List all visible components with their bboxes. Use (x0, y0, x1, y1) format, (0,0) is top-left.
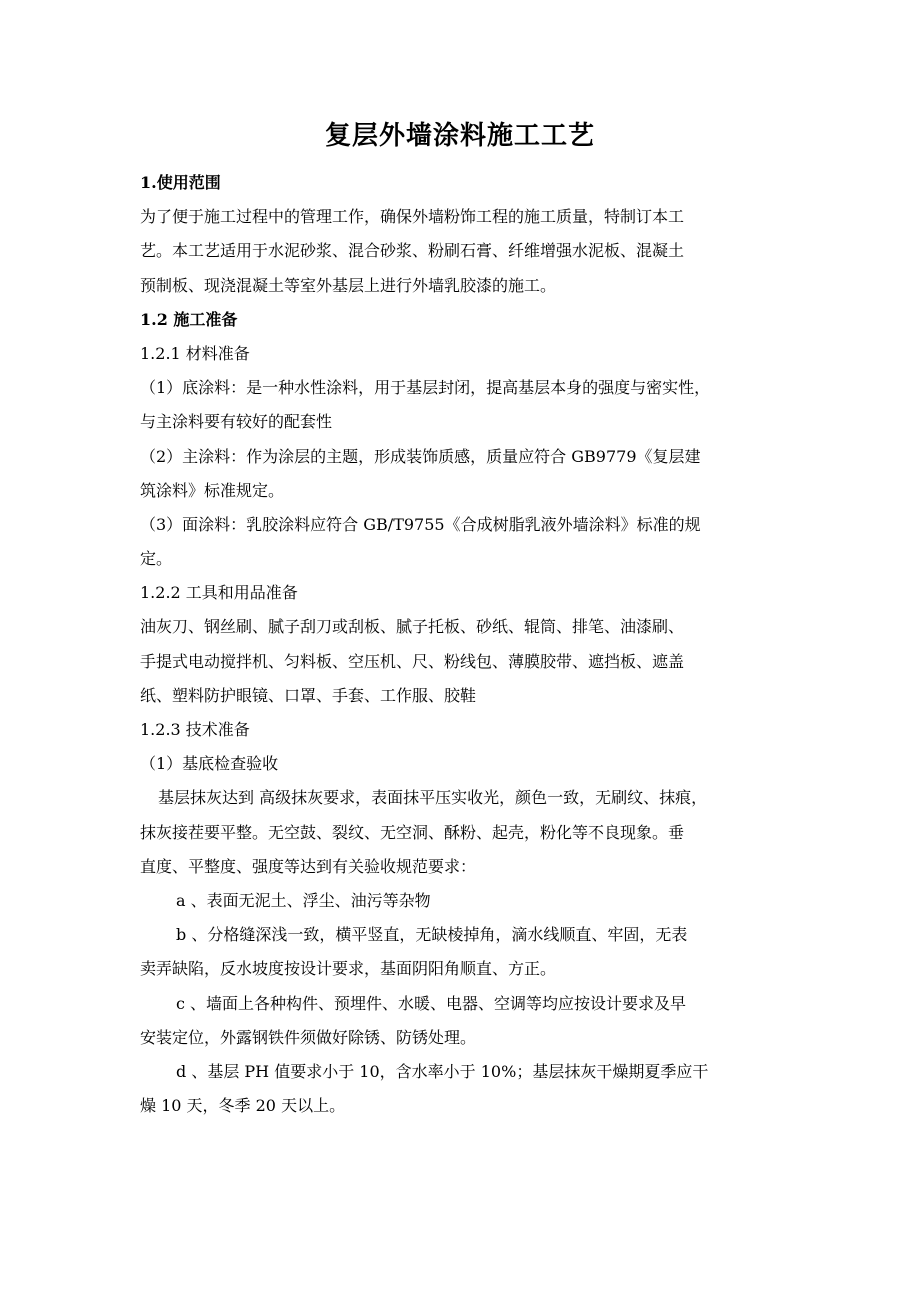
paragraph-line: 艺。本工艺适用于水泥砂浆、混合砂浆、粉刷石膏、纤维增强水泥板、混凝土 (140, 241, 685, 261)
paragraph-line: 燥 10 天，冬季 20 天以上。 (140, 1096, 346, 1116)
document-body (140, 166, 792, 1123)
paragraph-line: （2）主涂料：作为涂层的主题，形成装饰质感，质量应符合 GB9779《复层建 (140, 446, 701, 466)
paragraph-line: 与主涂料要有较好的配套性 (140, 412, 333, 432)
paragraph-line: 定。 (140, 549, 173, 569)
subsection-heading-materials: 1.2.1 材料准备 (140, 343, 250, 363)
paragraph-line: （3）面涂料：乳胶涂料应符合 GB/T9755《合成树脂乳液外墙涂料》标准的规 (140, 514, 701, 534)
list-item-c: c 、墙面上各种构件、预埋件、水暖、电器、空调等均应按设计要求及早 (176, 993, 687, 1013)
section-heading-preparation: 1.2 施工准备 (140, 309, 238, 329)
paragraph-line: 卖弄缺陷，反水坡度按设计要求，基面阴阳角顺直、方正。 (140, 959, 557, 979)
paragraph-line: （1）底涂料：是一种水性涂料，用于基层封闭，提高基层本身的强度与密实性， (140, 378, 711, 398)
list-item-a: a 、表面无泥土、浮尘、油污等杂物 (176, 890, 431, 910)
paragraph-line: 纸、塑料防护眼镜、口罩、手套、工作服、胶鞋 (140, 685, 477, 705)
paragraph-line: 基层抹灰达到 高级抹灰要求，表面抹平压实收光，颜色一致，无刷纹、抹痕， (158, 788, 708, 808)
paragraph-line: 抹灰接茬要平整。无空鼓、裂纹、无空洞、酥粉、起壳，粉化等不良现象。垂 (140, 822, 685, 842)
paragraph-line: 安装定位，外露钢铁件须做好除锈、防锈处理。 (140, 1027, 477, 1047)
paragraph-line: 油灰刀、钢丝刷、腻子刮刀或刮板、腻子托板、砂纸、辊筒、排笔、油漆刷、 (140, 617, 685, 637)
list-item-d: d 、基层 PH 值要求小于 10，含水率小于 10%；基层抹灰干燥期夏季应干 (176, 1061, 709, 1081)
paragraph-line: （1）基底检查验收 (140, 754, 279, 774)
paragraph-line: 直度、平整度、强度等达到有关验收规范要求： (140, 856, 477, 876)
paragraph-line: 筑涂料》标准规定。 (140, 480, 285, 500)
document-title: 复层外墙涂料施工工艺 (324, 121, 595, 151)
paragraph-line: 预制板、现浇混凝土等室外基层上进行外墙乳胶漆的施工。 (140, 275, 557, 295)
paragraph-line: 手提式电动搅拌机、匀料板、空压机、尺、粉线包、薄膜胶带、遮挡板、遮盖 (140, 651, 685, 671)
subsection-heading-tools: 1.2.2 工具和用品准备 (140, 583, 298, 603)
list-item-b: b 、分格缝深浅一致，横平竖直，无缺棱掉角，滴水线顺直、牢固，无表 (176, 925, 688, 945)
section-heading-scope: 1.使用范围 (140, 173, 221, 192)
paragraph-line: 为了便于施工过程中的管理工作，确保外墙粉饰工程的施工质量，特制订本工 (140, 207, 685, 227)
subsection-heading-technical: 1.2.3 技术准备 (140, 720, 250, 739)
